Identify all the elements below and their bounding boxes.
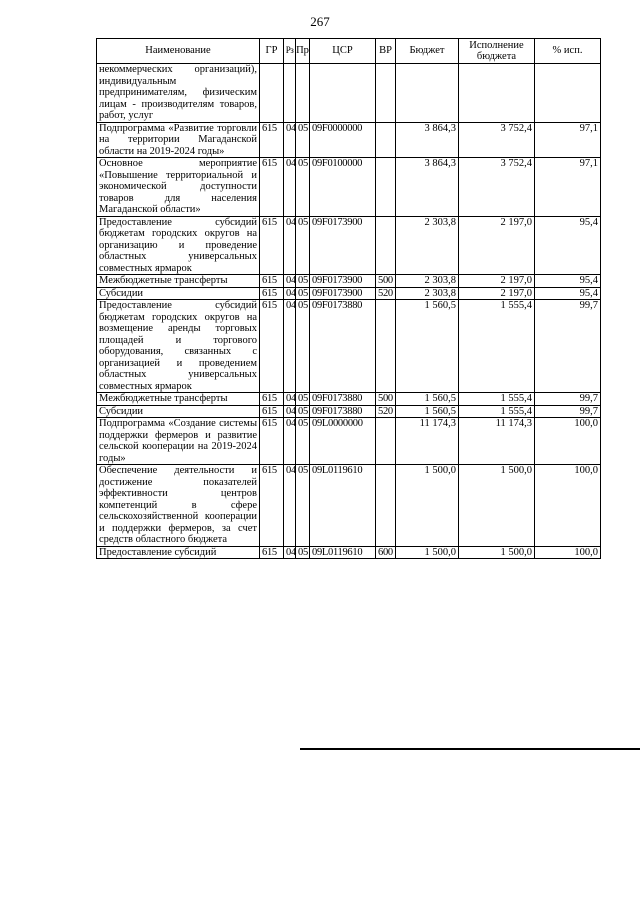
cell-rz: 04 <box>284 418 296 465</box>
table-row <box>97 122 601 158</box>
table-row <box>97 405 601 418</box>
cell-rz: 04 <box>284 275 296 288</box>
cell-csr: 09F0100000 <box>310 158 376 217</box>
cell-name: некоммерческих организаций), индивидуальным предпринимателям, физическим лицам - производителям товаров, работ, услуг <box>97 64 260 123</box>
cell-percent <box>535 64 601 123</box>
cell-percent: 95,4 <box>535 275 601 288</box>
cell-percent: 100,0 <box>535 465 601 547</box>
col-header-csr: ЦСР <box>310 39 376 64</box>
cell-execution: 1 500,0 <box>459 465 535 547</box>
table-row <box>97 287 601 300</box>
cell-vr: 500 <box>376 275 396 288</box>
cell-gr: 615 <box>260 300 284 393</box>
cell-pr: 05 <box>296 287 310 300</box>
cell-percent: 97,1 <box>535 158 601 217</box>
cell-name: Межбюджетные трансферты <box>97 275 260 288</box>
table-row <box>97 300 601 393</box>
cell-percent: 100,0 <box>535 546 601 559</box>
cell-rz: 04 <box>284 465 296 547</box>
cell-percent: 99,7 <box>535 393 601 406</box>
cell-csr: 09F0173880 <box>310 300 376 393</box>
cell-vr <box>376 300 396 393</box>
cell-execution: 2 197,0 <box>459 216 535 275</box>
table-row <box>97 275 601 288</box>
cell-percent: 99,7 <box>535 300 601 393</box>
cell-pr: 05 <box>296 122 310 158</box>
cell-rz: 04 <box>284 393 296 406</box>
table-row <box>97 158 601 217</box>
cell-execution: 11 174,3 <box>459 418 535 465</box>
cell-csr: 09F0173880 <box>310 405 376 418</box>
cell-budget: 1 560,5 <box>396 300 459 393</box>
col-header-percent: % исп. <box>535 39 601 64</box>
cell-budget: 2 303,8 <box>396 216 459 275</box>
cell-pr: 05 <box>296 275 310 288</box>
cell-vr <box>376 64 396 123</box>
col-header-rz: Рз <box>284 39 296 64</box>
cell-gr: 615 <box>260 465 284 547</box>
cell-name: Основное мероприятие «Повышение территориальной и экономической доступности товаров для населения Магаданской области» <box>97 158 260 217</box>
col-header-vr: ВР <box>376 39 396 64</box>
cell-csr: 09F0173900 <box>310 287 376 300</box>
cell-vr: 520 <box>376 287 396 300</box>
cell-rz: 04 <box>284 158 296 217</box>
cell-vr <box>376 418 396 465</box>
cell-vr: 600 <box>376 546 396 559</box>
cell-gr: 615 <box>260 393 284 406</box>
cell-gr: 615 <box>260 287 284 300</box>
cell-percent: 99,7 <box>535 405 601 418</box>
cell-percent: 97,1 <box>535 122 601 158</box>
cell-vr: 520 <box>376 405 396 418</box>
page-divider-line <box>300 748 640 750</box>
cell-csr: 09L0119610 <box>310 546 376 559</box>
cell-vr <box>376 122 396 158</box>
cell-csr: 09F0173900 <box>310 275 376 288</box>
cell-name: Субсидии <box>97 405 260 418</box>
cell-pr: 05 <box>296 465 310 547</box>
cell-csr: 09L0119610 <box>310 465 376 547</box>
table-row <box>97 465 601 547</box>
cell-execution: 2 197,0 <box>459 275 535 288</box>
cell-budget: 11 174,3 <box>396 418 459 465</box>
cell-budget <box>396 64 459 123</box>
table-header-row <box>97 39 601 64</box>
cell-budget: 1 500,0 <box>396 546 459 559</box>
cell-name: Подпрограмма «Создание системы поддержки фермеров и развитие сельской кооперации на 2019-2024 годы» <box>97 418 260 465</box>
cell-pr <box>296 64 310 123</box>
col-header-budget: Бюджет <box>396 39 459 64</box>
cell-pr: 05 <box>296 546 310 559</box>
cell-gr: 615 <box>260 122 284 158</box>
cell-name: Предоставление субсидий <box>97 546 260 559</box>
cell-execution <box>459 64 535 123</box>
cell-budget: 2 303,8 <box>396 275 459 288</box>
cell-execution: 1 555,4 <box>459 300 535 393</box>
table-row <box>97 418 601 465</box>
col-header-execution: Исполнение бюджета <box>459 39 535 64</box>
budget-table <box>96 38 601 559</box>
cell-budget: 1 560,5 <box>396 405 459 418</box>
col-header-name: Наименование <box>97 39 260 64</box>
cell-gr <box>260 64 284 123</box>
cell-name: Межбюджетные трансферты <box>97 393 260 406</box>
cell-pr: 05 <box>296 405 310 418</box>
cell-rz: 04 <box>284 300 296 393</box>
cell-gr: 615 <box>260 216 284 275</box>
cell-gr: 615 <box>260 275 284 288</box>
cell-vr <box>376 158 396 217</box>
cell-rz: 04 <box>284 546 296 559</box>
cell-execution: 3 752,4 <box>459 158 535 217</box>
cell-gr: 615 <box>260 418 284 465</box>
cell-rz: 04 <box>284 122 296 158</box>
table-row <box>97 393 601 406</box>
cell-pr: 05 <box>296 393 310 406</box>
cell-pr: 05 <box>296 418 310 465</box>
cell-name: Предоставление субсидий бюджетам городских округов на организацию и проведение областных универсальных совместных ярмарок <box>97 216 260 275</box>
page-number: 267 <box>310 14 330 29</box>
cell-csr: 09F0000000 <box>310 122 376 158</box>
cell-pr: 05 <box>296 158 310 217</box>
cell-budget: 3 864,3 <box>396 158 459 217</box>
cell-name: Предоставление субсидий бюджетам городских округов на возмещение аренды торговых площадей и торгового оборудования, связанных с организацией и проведением областных универсальных совместных ярмарок <box>97 300 260 393</box>
cell-pr: 05 <box>296 216 310 275</box>
cell-pr: 05 <box>296 300 310 393</box>
cell-name: Подпрограмма «Развитие торговли на территории Магаданской области на 2019-2024 годы» <box>97 122 260 158</box>
cell-execution: 2 197,0 <box>459 287 535 300</box>
cell-budget: 1 500,0 <box>396 465 459 547</box>
cell-vr <box>376 216 396 275</box>
cell-percent: 95,4 <box>535 287 601 300</box>
cell-percent: 100,0 <box>535 418 601 465</box>
table-row <box>97 64 601 123</box>
cell-rz: 04 <box>284 405 296 418</box>
cell-budget: 3 864,3 <box>396 122 459 158</box>
cell-name: Обеспечение деятельности и достижение показателей эффективности центров компетенций в сфере сельскохозяйственной кооперации и поддержки фермеров, за счет средств областного бюджета <box>97 465 260 547</box>
col-header-gr: ГР <box>260 39 284 64</box>
cell-budget: 1 560,5 <box>396 393 459 406</box>
cell-rz <box>284 64 296 123</box>
cell-rz: 04 <box>284 216 296 275</box>
cell-execution: 1 500,0 <box>459 546 535 559</box>
cell-gr: 615 <box>260 546 284 559</box>
cell-rz: 04 <box>284 287 296 300</box>
cell-vr <box>376 465 396 547</box>
cell-csr: 09F0173880 <box>310 393 376 406</box>
cell-csr <box>310 64 376 123</box>
cell-execution: 3 752,4 <box>459 122 535 158</box>
table-row <box>97 546 601 559</box>
cell-name: Субсидии <box>97 287 260 300</box>
cell-csr: 09F0173900 <box>310 216 376 275</box>
cell-execution: 1 555,4 <box>459 393 535 406</box>
cell-budget: 2 303,8 <box>396 287 459 300</box>
cell-gr: 615 <box>260 405 284 418</box>
cell-execution: 1 555,4 <box>459 405 535 418</box>
cell-gr: 615 <box>260 158 284 217</box>
col-header-pr: Пр <box>296 39 310 64</box>
cell-vr: 500 <box>376 393 396 406</box>
cell-percent: 95,4 <box>535 216 601 275</box>
cell-csr: 09L0000000 <box>310 418 376 465</box>
table-row <box>97 216 601 275</box>
